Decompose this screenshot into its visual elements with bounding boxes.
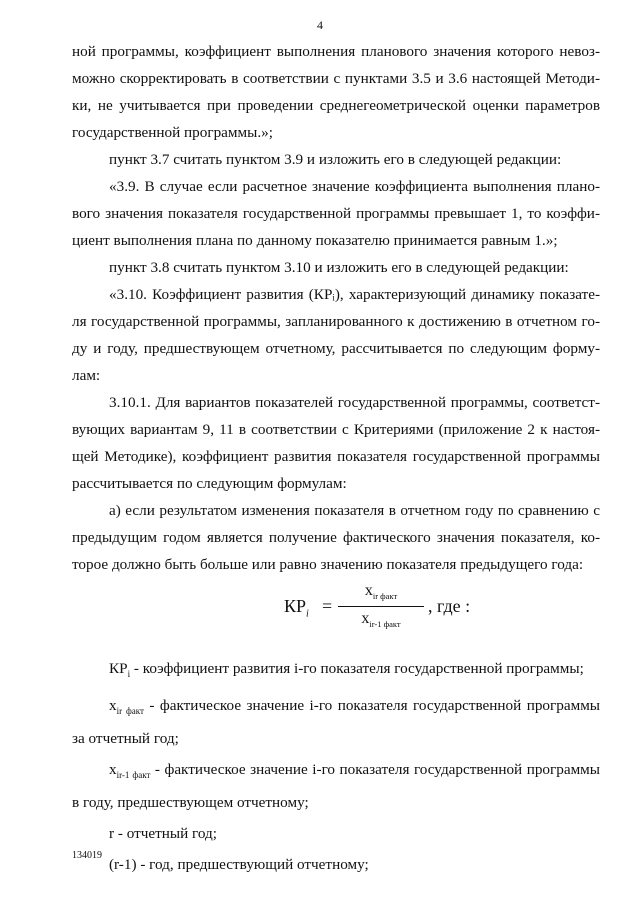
definition-r: r - отчетный год; xyxy=(109,825,217,843)
formula-fraction xyxy=(338,582,424,629)
formula-denominator: $x_{ir-1 факт}$ xyxy=(361,610,401,630)
definition-x-previous: $x_{ir-1 факт}$ - фактическое значение i-го показателя государственной программы в году, предшествующем отчетному; xyxy=(72,761,600,812)
definition-r-minus-1: (r-1) - год, предшествующий отчетному; xyxy=(109,856,369,874)
paragraph-continuation: ной программы, коэффициент выполнения планового значения которого невозможно скорректировать в соответствии с пунктами 3.5 и 3.6 настоящей Методики, не учитывается при проведении среднегеометрической оценки параметров государственной программы.»; xyxy=(72,43,600,141)
paragraph-option-a: а) если результатом изменения показателя в отчетном году по сравнению с предыдущим годом является получение фактического значения показателя, которое должно быть больше или равно значению показателя предыдущего года: xyxy=(72,502,600,573)
paragraph-item-3-7: пункт 3.7 считать пунктом 3.9 и изложить его в следующей редакции: xyxy=(109,151,562,168)
document-code: 134019 xyxy=(72,850,102,861)
paragraph-item-3-8: пункт 3.8 считать пунктом 3.10 и изложить его в следующей редакции: xyxy=(109,259,569,276)
page-number: 4 xyxy=(317,18,323,32)
definitions xyxy=(72,655,600,882)
paragraph-clause-3-10-1: 3.10.1. Для вариантов показателей государственной программы, соответствующих вариантам 9, 11 в соответствии с Критериями (приложение 2 к настоящей Методике), коэффициент развития показателя государственной программы рассчитывается по следующим формулам: xyxy=(72,394,600,492)
definition-x-current: $x_{ir факт}$ - фактическое значение i-го показателя государственной программы за отчетный год; xyxy=(72,697,601,748)
paragraph-clause-3-9: «3.9. В случае если расчетное значение коэффициента выполнения планового значения показателя государственной программы превышает 1, то коэффициент выполнения плана по данному показателю принимается равным 1.»; xyxy=(72,178,600,249)
formula-equals: = xyxy=(322,596,333,616)
formula-suffix: , где : xyxy=(428,596,471,616)
fraction-bar xyxy=(338,606,424,607)
formula-numerator: $x_{ir факт}$ xyxy=(364,582,398,602)
paragraph-clause-3-10: «3.10. Коэффициент развития (КРᵢ), характеризующий динамику показателя государственной программы, запланированного к достижению в отчетном году и году, предшествующем отчетному, рассчитывается по следующим формулам: xyxy=(72,286,600,384)
definition-kp: $КР_i$ - коэффициент развития i-го показателя государственной программы; xyxy=(109,660,584,680)
body-text xyxy=(72,38,600,578)
formula-lhs: $КР_i$ xyxy=(284,596,309,620)
